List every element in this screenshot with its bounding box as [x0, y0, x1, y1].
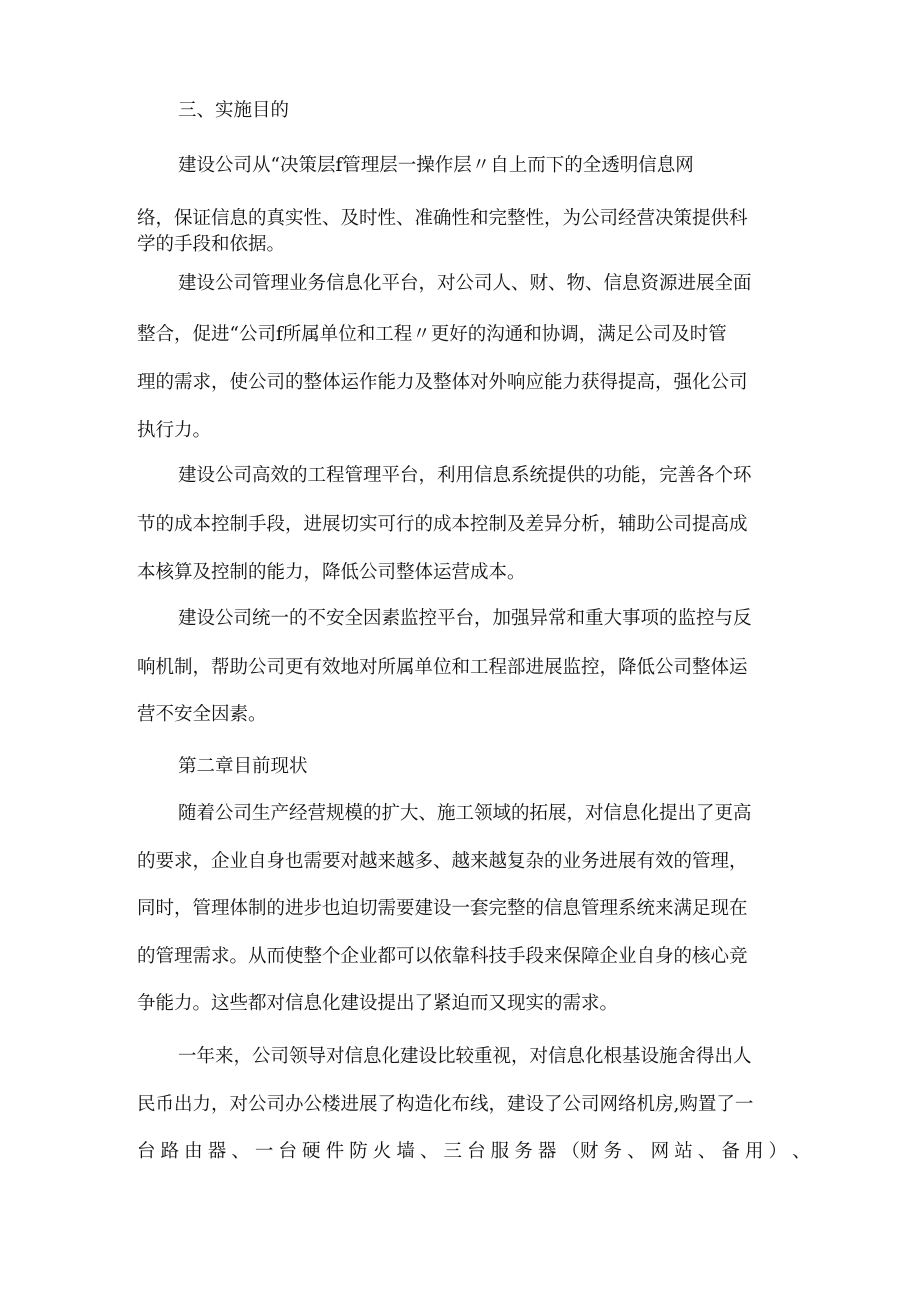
paragraph-line: 同时，管理体制的进步也迫切需要建设一套完整的信息管理系统来满足现在	[137, 898, 748, 919]
paragraph-line: 理的需求，使公司的整体运作能力及整体对外响应能力获得提高，强化公司	[137, 372, 748, 393]
justified-char: 用	[744, 1141, 764, 1162]
justified-char: 、	[231, 1141, 250, 1162]
justified-char: 硬	[302, 1141, 321, 1162]
justified-char: 台	[467, 1141, 486, 1162]
paragraph-line: 络，保证信息的真实性、及时性、准确性和完整性，为公司经营决策提供科	[137, 208, 748, 229]
paragraph-line: 本核算及控制的能力，降低公司整体运营成本。	[137, 562, 526, 583]
justified-char: 件	[325, 1141, 345, 1162]
justified-char: 火	[372, 1141, 392, 1162]
justified-char: 台	[278, 1141, 297, 1162]
justified-char: 、	[792, 1141, 811, 1162]
paragraph-line: 执行力。	[137, 420, 212, 441]
justified-char: 备	[721, 1141, 740, 1162]
justified-char: 台	[137, 1141, 156, 1162]
paragraph-line: 建设公司高效的工程管理平台，利用信息系统提供的功能，完善各个环	[178, 465, 752, 486]
paragraph-line-justified	[137, 1143, 811, 1162]
paragraph-line: 学的手段和依据。	[137, 234, 286, 255]
paragraph-line: 建设公司从“决策层f管理层一操作层〃自上而下的全透明信息网	[178, 155, 694, 176]
justified-char: 站	[674, 1141, 693, 1162]
justified-char: 三	[443, 1141, 463, 1162]
paragraph-line: 节的成本控制手段，进展切实可行的成本控制及差异分析，辅助公司提高成	[137, 514, 748, 535]
justified-char: 服	[490, 1141, 510, 1162]
paragraph-line: 建设公司管理业务信息化平台，对公司人、财、物、信息资源进展全面	[178, 273, 752, 294]
chapter-heading: 第二章目前现状	[178, 756, 308, 777]
section-heading-purpose: 三、实施目的	[178, 100, 290, 121]
paragraph-line: 整合，促进“公司f所属单位和工程〃更好的沟通和协调，满足公司及时管	[137, 324, 727, 345]
justified-char: ）	[768, 1141, 788, 1162]
paragraph-line: 建设公司统一的不安全因素监控平台，加强异常和重大事项的监控与反	[178, 608, 752, 629]
justified-char: 、	[419, 1141, 439, 1162]
justified-char: 网	[650, 1141, 670, 1162]
paragraph-line: 争能力。这些都对信息化建设提出了紧迫而又现实的需求。	[137, 993, 619, 1014]
paragraph-line: 营不安全因素。	[137, 704, 267, 725]
paragraph-line: 一年来，公司领导对信息化建设比较重视，对信息化根基设施舍得出人	[178, 1046, 752, 1067]
paragraph-line: 随着公司生产经营规模的扩大、施工领域的拓展，对信息化提出了更高	[178, 803, 752, 824]
justified-char: （财	[561, 1141, 599, 1162]
paragraph-line: 民币出力，对公司办公楼进展了构造化布线，建设了公司网络机房,购置了一	[137, 1094, 754, 1115]
justified-char: 一	[254, 1141, 274, 1162]
justified-char: 路	[160, 1141, 180, 1162]
justified-char: 器	[207, 1141, 227, 1162]
paragraph-line: 的管理需求。从而使整个企业都可以依靠科技手段来保障企业自身的核心竞	[137, 946, 748, 967]
justified-char: 务	[603, 1141, 622, 1162]
justified-char: 、	[697, 1141, 717, 1162]
justified-char: 墙	[396, 1141, 415, 1162]
justified-char: 务	[514, 1141, 533, 1162]
paragraph-line: 响机制，帮助公司更有效地对所属单位和工程部进展监控，降低公司整体运	[137, 657, 748, 678]
justified-char: 由	[184, 1141, 203, 1162]
paragraph-line: 的要求，企业自身也需要对越来越多、越来越复杂的业务进展有效的管理，	[137, 851, 748, 872]
justified-char: 防	[349, 1141, 368, 1162]
justified-char: 器	[537, 1141, 557, 1162]
justified-char: 、	[627, 1141, 646, 1162]
